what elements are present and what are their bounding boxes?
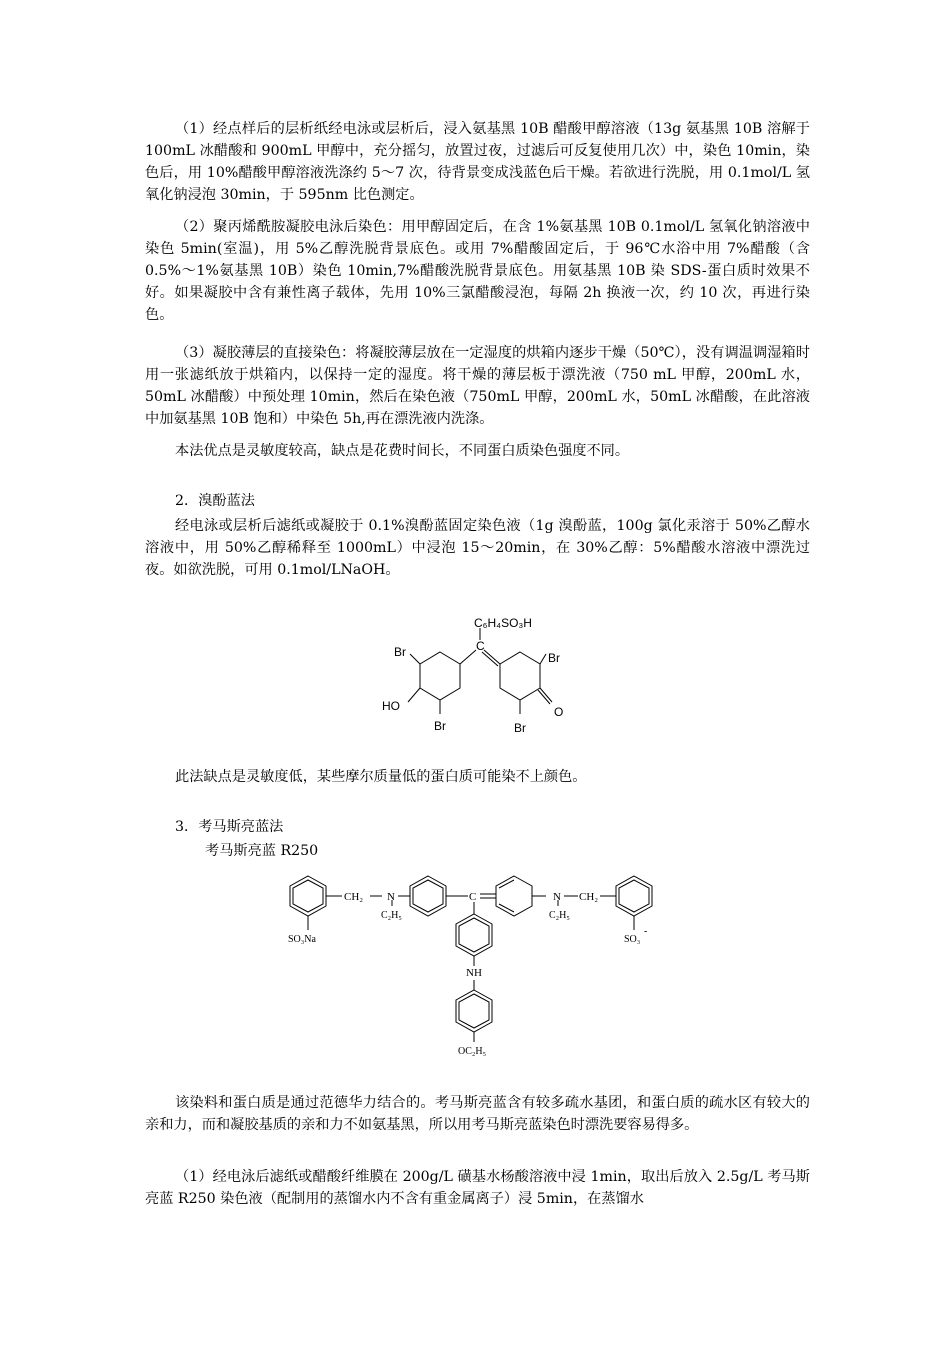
coomassie-c2h5-left-label: C₂H₅ xyxy=(381,910,402,921)
coomassie-so3-label: SO₃ xyxy=(624,934,641,945)
bromophenol-central-carbon-label: C xyxy=(476,639,485,653)
coomassie-central-carbon-label: C xyxy=(469,891,477,903)
bromophenol-top-group-label: C₆H₄SO₃H xyxy=(474,616,532,630)
coomassie-minus-label: - xyxy=(644,926,648,937)
amido-black-paragraph-3: （3）凝胶薄层的直接染色：将凝胶薄层放在一定湿度的烘箱内逐步干燥（50℃），没有调温调湿箱时用一张滤纸放于烘箱内，以保持一定的湿度。将干燥的薄层板于漂洗液（750 mL 甲醇，200mL 水，50mL 冰醋酸）中预处理 10min，然后在染色液（750mL 甲醇，200mL 水，50mL 冰醋酸，在此溶液中加氨基黑 10B 饱和）中染色 5h,再在漂洗液内洗涤。 xyxy=(145,345,810,427)
coomassie-ch2-right-label: CH₂ xyxy=(579,891,599,903)
coomassie-paragraph-1: 该染料和蛋白质是通过范德华力结合的。考马斯亮蓝含有较多疏水基团，和蛋白质的疏水区有较大的亲和力，而和凝胶基质的亲和力不如氨基黑，所以用考马斯亮蓝染色时漂洗要容易得多。 xyxy=(145,1095,810,1133)
coomassie-n-left-label: N xyxy=(387,891,395,903)
bromophenol-br-left-bottom-label: Br xyxy=(434,719,446,733)
bromophenol-ho-label: HO xyxy=(382,699,400,713)
bromophenol-structure xyxy=(370,610,590,740)
coomassie-subheading: 考马斯亮蓝 R250 xyxy=(205,843,319,859)
amido-black-paragraph-2: （2）聚丙烯酰胺凝胶电泳后染色：用甲醇固定后，在含 1%氨基黑 10B 0.1mol/L 氢氧化钠溶液中染色 5min(室温)，用 5%乙醇洗脱背景底色。或用 7%醋酸固定后，于 96℃水浴中用 7%醋酸（含 0.5%～1%氨基黑 10B）染色 10min,7%醋酸洗脱背景底色。用氨基黑 10B 染 SDS-蛋白质时效果不好。如果凝胶中含有兼性离子载体，先用 10%三氯醋酸浸泡，每隔 2h 换液一次，约 10 次，再进行染色。 xyxy=(145,219,810,323)
bromophenol-heading: 2．溴酚蓝法 xyxy=(175,493,255,509)
coomassie-so3na-label: SO₃Na xyxy=(288,934,316,945)
coomassie-n-right-label: N xyxy=(553,891,561,903)
bromophenol-br-left-top-label: Br xyxy=(394,645,406,659)
bromophenol-paragraph-2: 此法缺点是灵敏度低，某些摩尔质量低的蛋白质可能染不上颜色。 xyxy=(175,769,587,785)
amido-black-paragraph-1: （1）经点样后的层析纸经电泳或层析后，浸入氨基黑 10B 醋酸甲醇溶液（13g 氨基黑 10B 溶解于 100mL 冰醋酸和 900mL 甲醇中，充分摇匀，放置过夜，过滤后可反复使用几次）中，染色 10min，染色后，用 10%醋酸甲醇溶液洗涤约 5～7 次，待背景变成浅蓝色后干燥。若欲进行洗脱，用 0.1mol/L 氢氧化钠浸泡 30min，于 595nm 比色测定。 xyxy=(145,121,810,203)
bromophenol-oxygen-label: O xyxy=(554,705,564,719)
coomassie-heading: 3．考马斯亮蓝法 xyxy=(175,819,284,835)
coomassie-structure xyxy=(270,862,690,1062)
bromophenol-br-right-bottom-label: Br xyxy=(514,721,526,735)
coomassie-paragraph-2: （1）经电泳后滤纸或醋酸纤维膜在 200g/L 磺基水杨酸溶液中浸 1min，取出后放入 2.5g/L 考马斯亮蓝 R250 染色液（配制用的蒸馏水内不含有重金属离子）浸 5min，在蒸馏水 xyxy=(145,1169,810,1207)
coomassie-nh-label: NH xyxy=(466,967,482,979)
coomassie-ch2-left-label: CH₂ xyxy=(344,891,364,903)
amido-black-paragraph-4: 本法优点是灵敏度较高，缺点是花费时间长，不同蛋白质染色强度不同。 xyxy=(175,443,630,459)
bromophenol-paragraph-1: 经电泳或层析后滤纸或凝胶于 0.1%溴酚蓝固定染色液（1g 溴酚蓝，100g 氯化汞溶于 50%乙醇水溶液中，用 50%乙醇稀释至 1000mL）中浸泡 15～20min，在 30%乙醇：5%醋酸水溶液中漂洗过夜。如欲洗脱，可用 0.1mol/LNaOH。 xyxy=(145,518,810,578)
bromophenol-br-right-top-label: Br xyxy=(548,651,560,665)
coomassie-oc2h5-label: OC₂H₅ xyxy=(458,1046,487,1057)
coomassie-c2h5-right-label: C₂H₅ xyxy=(549,910,570,921)
